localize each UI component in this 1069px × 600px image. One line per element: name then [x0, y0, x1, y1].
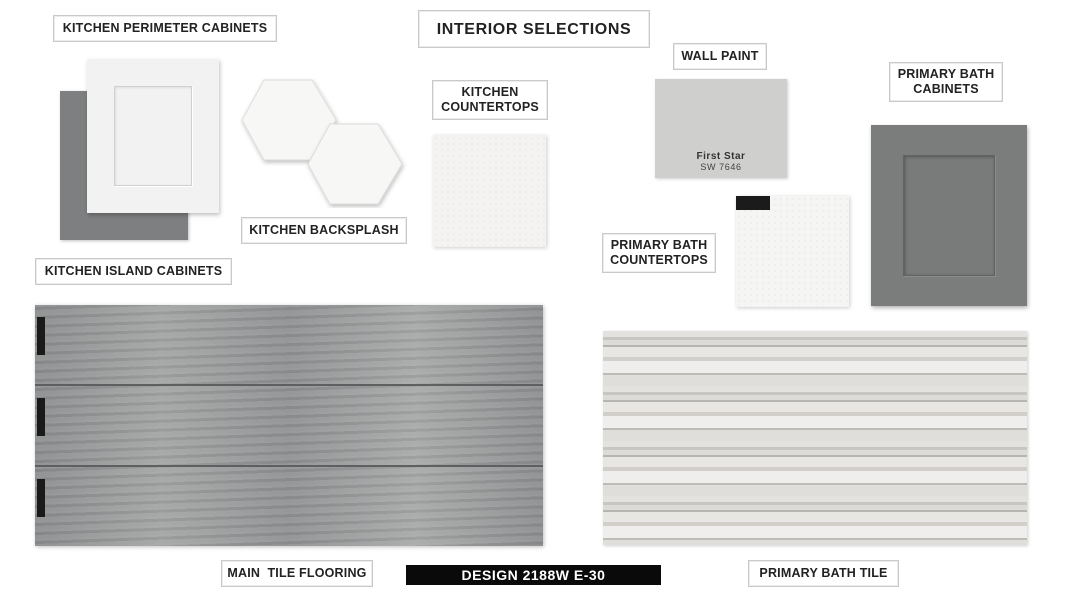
primary-bath-countertop-swatch — [736, 196, 849, 307]
floor-plank — [35, 305, 543, 386]
label-main-tile-flooring: MAIN TILE FLOORING — [221, 560, 373, 587]
design-banner: DESIGN 2188W E-30 — [406, 565, 661, 585]
primary-bath-tile-swatch — [603, 331, 1027, 545]
wall-paint-swatch — [655, 79, 787, 178]
floor-plank — [35, 467, 543, 546]
label-primary-bath-countertops — [602, 233, 716, 273]
label-primary-bath-cabinets — [889, 62, 1003, 102]
cabinet-door-panel — [114, 86, 192, 186]
paint-name: First Star — [696, 151, 746, 162]
label-kitchen-perimeter-cabinets: KITCHEN PERIMETER CABINETS — [53, 15, 277, 42]
label-primary-bath-countertops-line2: COUNTERTOPS — [610, 253, 708, 267]
label-primary-bath-cabinets-line2: CABINETS — [913, 82, 979, 96]
label-primary-bath-cabinets-line1: PRIMARY BATH — [897, 67, 995, 81]
label-kitchen-island-cabinets: KITCHEN ISLAND CABINETS — [35, 258, 232, 285]
label-primary-bath-countertops-line1: PRIMARY BATH — [610, 238, 708, 252]
paint-code: SW 7646 — [700, 162, 742, 172]
label-kitchen-countertops — [432, 80, 548, 120]
main-tile-flooring-swatch — [35, 305, 543, 546]
label-wall-paint: WALL PAINT — [673, 43, 767, 70]
label-kitchen-countertops-line2: COUNTERTOPS — [441, 100, 539, 114]
page-title: INTERIOR SELECTIONS — [418, 10, 650, 48]
swatch-tag — [736, 196, 770, 210]
label-kitchen-countertops-line1: KITCHEN — [461, 85, 519, 99]
floor-plank — [35, 386, 543, 467]
cabinet-door-panel — [903, 155, 995, 276]
label-kitchen-backsplash: KITCHEN BACKSPLASH — [241, 217, 407, 244]
kitchen-backsplash-swatch — [240, 78, 412, 208]
label-primary-bath-tile: PRIMARY BATH TILE — [748, 560, 899, 587]
primary-bath-cabinet-swatch — [871, 125, 1027, 306]
kitchen-perimeter-cabinet-swatch — [87, 59, 219, 213]
kitchen-countertop-swatch — [433, 135, 546, 247]
